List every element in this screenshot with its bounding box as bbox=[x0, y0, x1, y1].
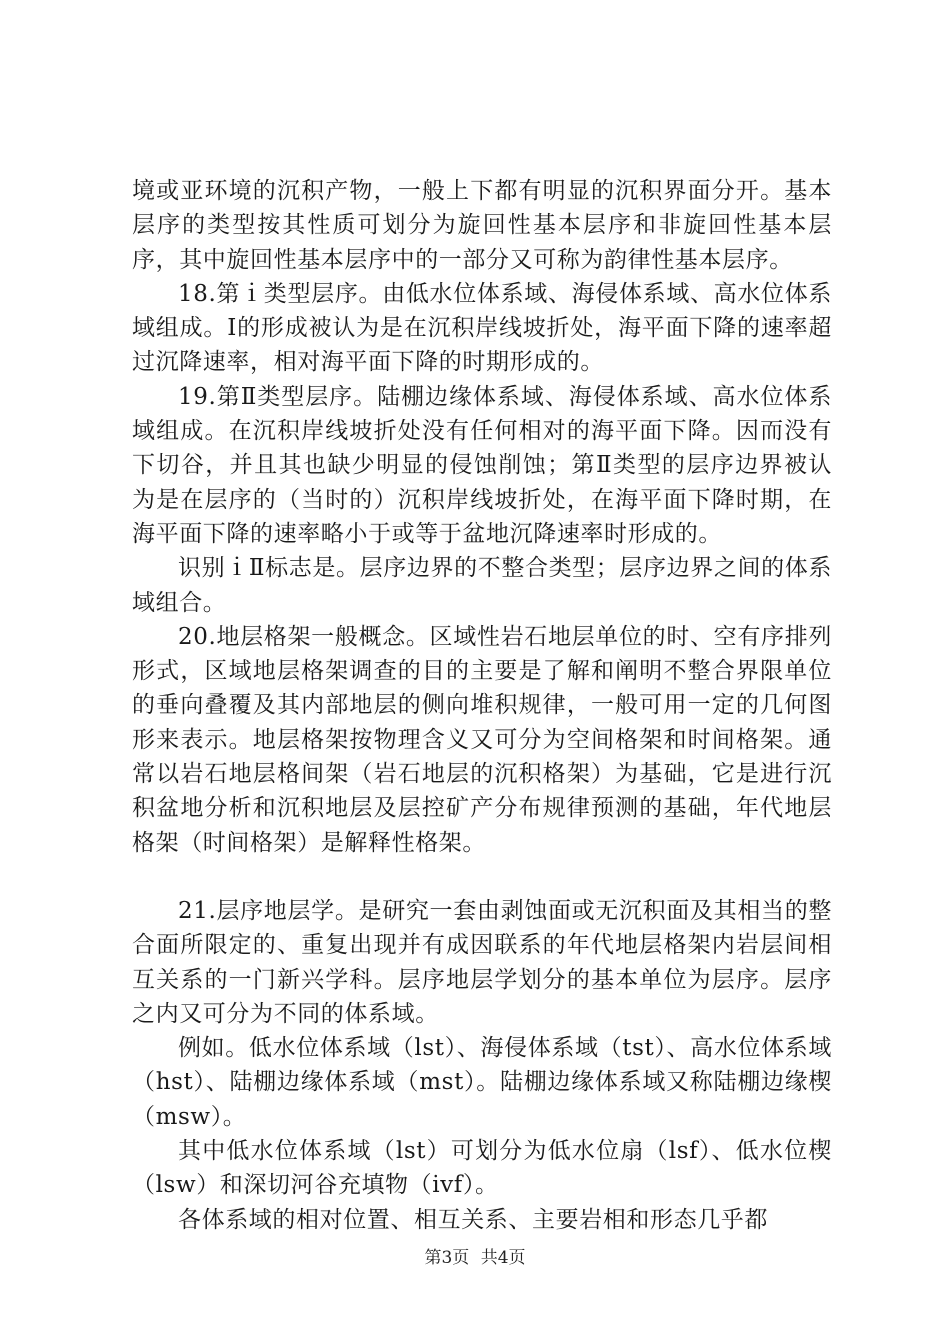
paragraph-example: 例如。低水位体系域（lst）、海侵体系域（tst）、高水位体系域（hst）、陆棚边缘体系域（mst）。陆棚边缘体系域又称陆棚边缘楔（msw）。 bbox=[132, 1035, 832, 1130]
paragraph-20: 20.地层格架一般概念。区域性岩石地层单位的时、空有序排列形式，区域地层格架调查的目的主要是了解和阐明不整合界限单位的垂向叠覆及其内部地层的侧向堆积规律，一般可用一定的几何图形来表示。地层格架按物理含义又可分为空间格架和时间格架。通常以岩石地层格间架（岩石地层的沉积格架）为基础，它是进行沉积盆地分析和沉积地层及层控矿产分布规律预测的基础，年代地层格架（时间格架）是解释性格架。 bbox=[132, 623, 832, 856]
paragraph-18: 18.第ｉ类型层序。由低水位体系域、海侵体系域、高水位体系域组成。Ⅰ的形成被认为是在沉积岸线坡折处，海平面下降的速率超过沉降速率，相对海平面下降的时期形成的。 bbox=[132, 280, 832, 376]
page-number: 第3页 bbox=[424, 1248, 470, 1268]
page-footer bbox=[0, 1243, 950, 1268]
paragraph-identification: 识别ｉⅡ标志是。层序边界的不整合类型；层序边界之间的体系域组合。 bbox=[132, 555, 832, 616]
document-body bbox=[132, 174, 832, 1237]
paragraph-19: 19.第Ⅱ类型层序。陆棚边缘体系域、海侵体系域、高水位体系域组成。在沉积岸线坡折处没有任何相对的海平面下降。因而没有下切谷，并且其也缺少明显的侵蚀削蚀；第Ⅱ类型的层序边界被认为是在层序的（当时的）沉积岸线坡折处，在海平面下降时期，在海平面下降的速率略小于或等于盆地沉降速率时形成的。 bbox=[132, 383, 832, 547]
page-total: 共4页 bbox=[480, 1248, 526, 1268]
paragraph-systems-tracts: 各体系域的相对位置、相互关系、主要岩相和形态几乎都 bbox=[178, 1206, 768, 1233]
paragraph-lowstand: 其中低水位体系域（lst）可划分为低水位扇（lsf）、低水位楔（lsw）和深切河谷充填物（ivf）。 bbox=[132, 1138, 832, 1199]
paragraph-continuation: 境或亚环境的沉积产物，一般上下都有明显的沉积界面分开。基本层序的类型按其性质可划分为旋回性基本层序和非旋回性基本层序，其中旋回性基本层序中的一部分又可称为韵律性基本层序。 bbox=[132, 178, 832, 273]
paragraph-21: 21.层序地层学。是研究一套由剥蚀面或无沉积面及其相当的整合面所限定的、重复出现并有成因联系的年代地层格架内岩层间相互关系的一门新兴学科。层序地层学划分的基本单位为层序。层序之内又可分为不同的体系域。 bbox=[132, 897, 832, 1027]
